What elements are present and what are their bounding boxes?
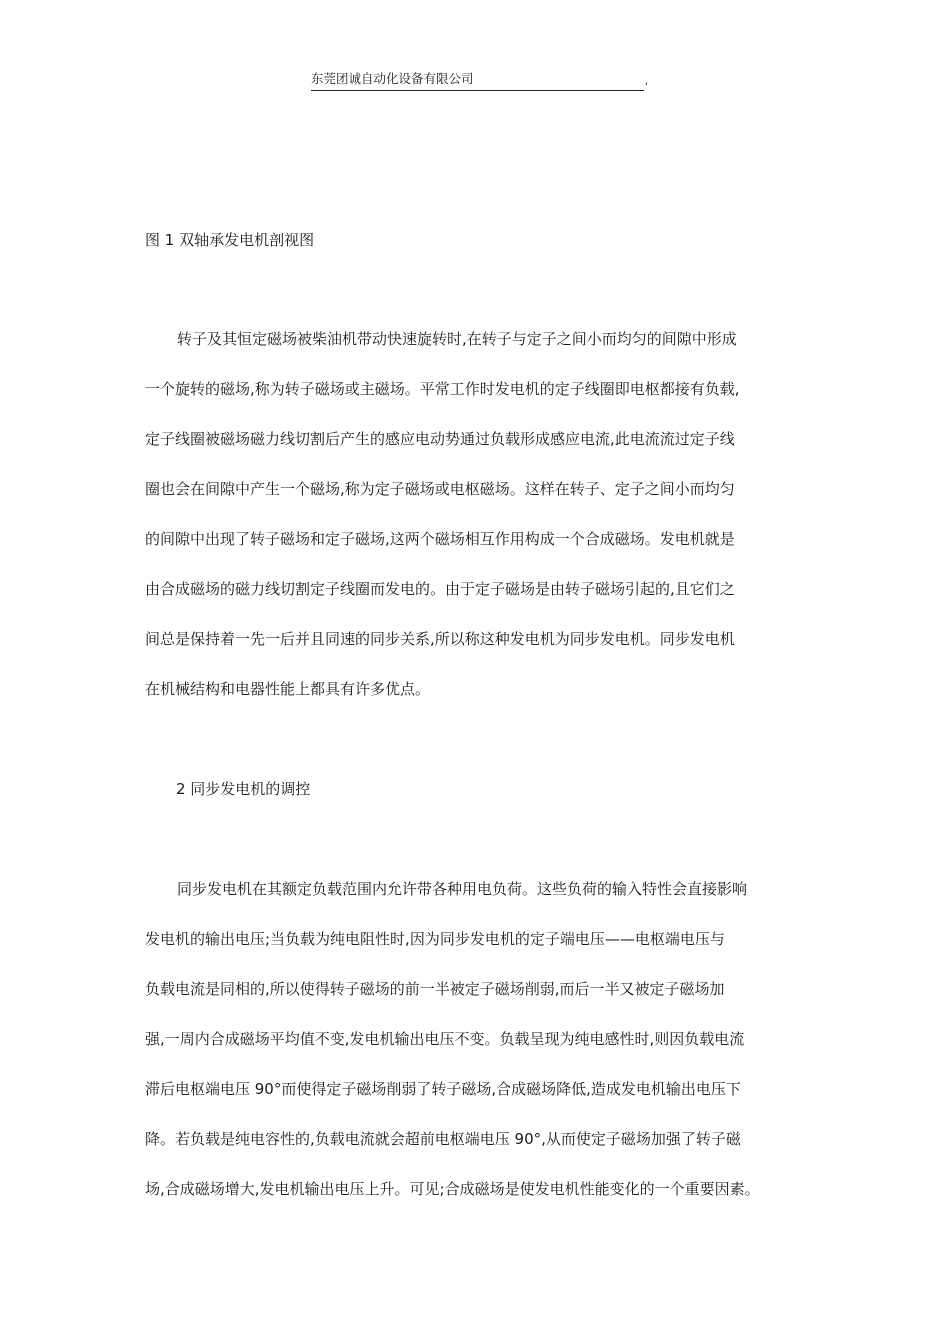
paragraph-2-line: 同步发电机在其额定负载范围内允许带各种用电负荷。这些负荷的输入特性会直接影响 (177, 880, 748, 898)
paragraph-1-line: 一个旋转的磁场,称为转子磁场或主磁场。平常工作时发电机的定子线圈即电枢都接有负载, (145, 380, 740, 398)
header-mark: , (644, 76, 648, 87)
paragraph-2-line: 发电机的输出电压;当负载为纯电阻性时,因为同步发电机的定子端电压——电枢端电压与 (145, 930, 725, 948)
paragraph-1-line: 的间隙中出现了转子磁场和定子磁场,这两个磁场相互作用构成一个合成磁场。发电机就是 (145, 530, 735, 548)
paragraph-2-line: 降。若负载是纯电容性的,负载电流就会超前电枢端电压 90°,从而使定子磁场加强了转子磁 (145, 1130, 741, 1148)
figure-caption: 图 1 双轴承发电机剖视图 (145, 231, 315, 249)
paragraph-2-line: 强,一周内合成磁场平均值不变,发电机输出电压不变。负载呈现为纯电感性时,则因负载电流 (145, 1030, 745, 1048)
paragraph-1-line: 间总是保持着一先一后并且同速的同步关系,所以称这种发电机为同步发电机。同步发电机 (145, 630, 735, 648)
header-company-name: 东莞团诚自动化设备有限公司 (311, 71, 474, 86)
paragraph-1-line: 在机械结构和电器性能上都具有许多优点。 (145, 680, 431, 698)
paragraph-2-line: 滞后电枢端电压 90°而使得定子磁场削弱了转子磁场,合成磁场降低,造成发电机输出电压下 (145, 1080, 741, 1098)
paragraph-2-line: 负载电流是同相的,所以使得转子磁场的前一半被定子磁场削弱,而后一半又被定子磁场加 (145, 980, 725, 998)
page-header (311, 70, 648, 91)
paragraph-1-line: 圈也会在间隙中产生一个磁场,称为定子磁场或电枢磁场。这样在转子、定子之间小而均匀 (145, 480, 735, 498)
paragraph-2-line: 场,合成磁场增大,发电机输出电压上升。可见;合成磁场是使发电机性能变化的一个重要因素。 (145, 1180, 760, 1198)
section-heading: 2 同步发电机的调控 (176, 780, 311, 798)
paragraph-1-line: 转子及其恒定磁场被柴油机带动快速旋转时,在转子与定子之间小而均匀的间隙中形成 (177, 330, 737, 348)
paragraph-1-line: 由合成磁场的磁力线切割定子线圈而发电的。由于定子磁场是由转子磁场引起的,且它们之 (145, 580, 735, 598)
paragraph-1-line: 定子线圈被磁场磁力线切割后产生的感应电动势通过负载形成感应电流,此电流流过定子线 (145, 430, 735, 448)
